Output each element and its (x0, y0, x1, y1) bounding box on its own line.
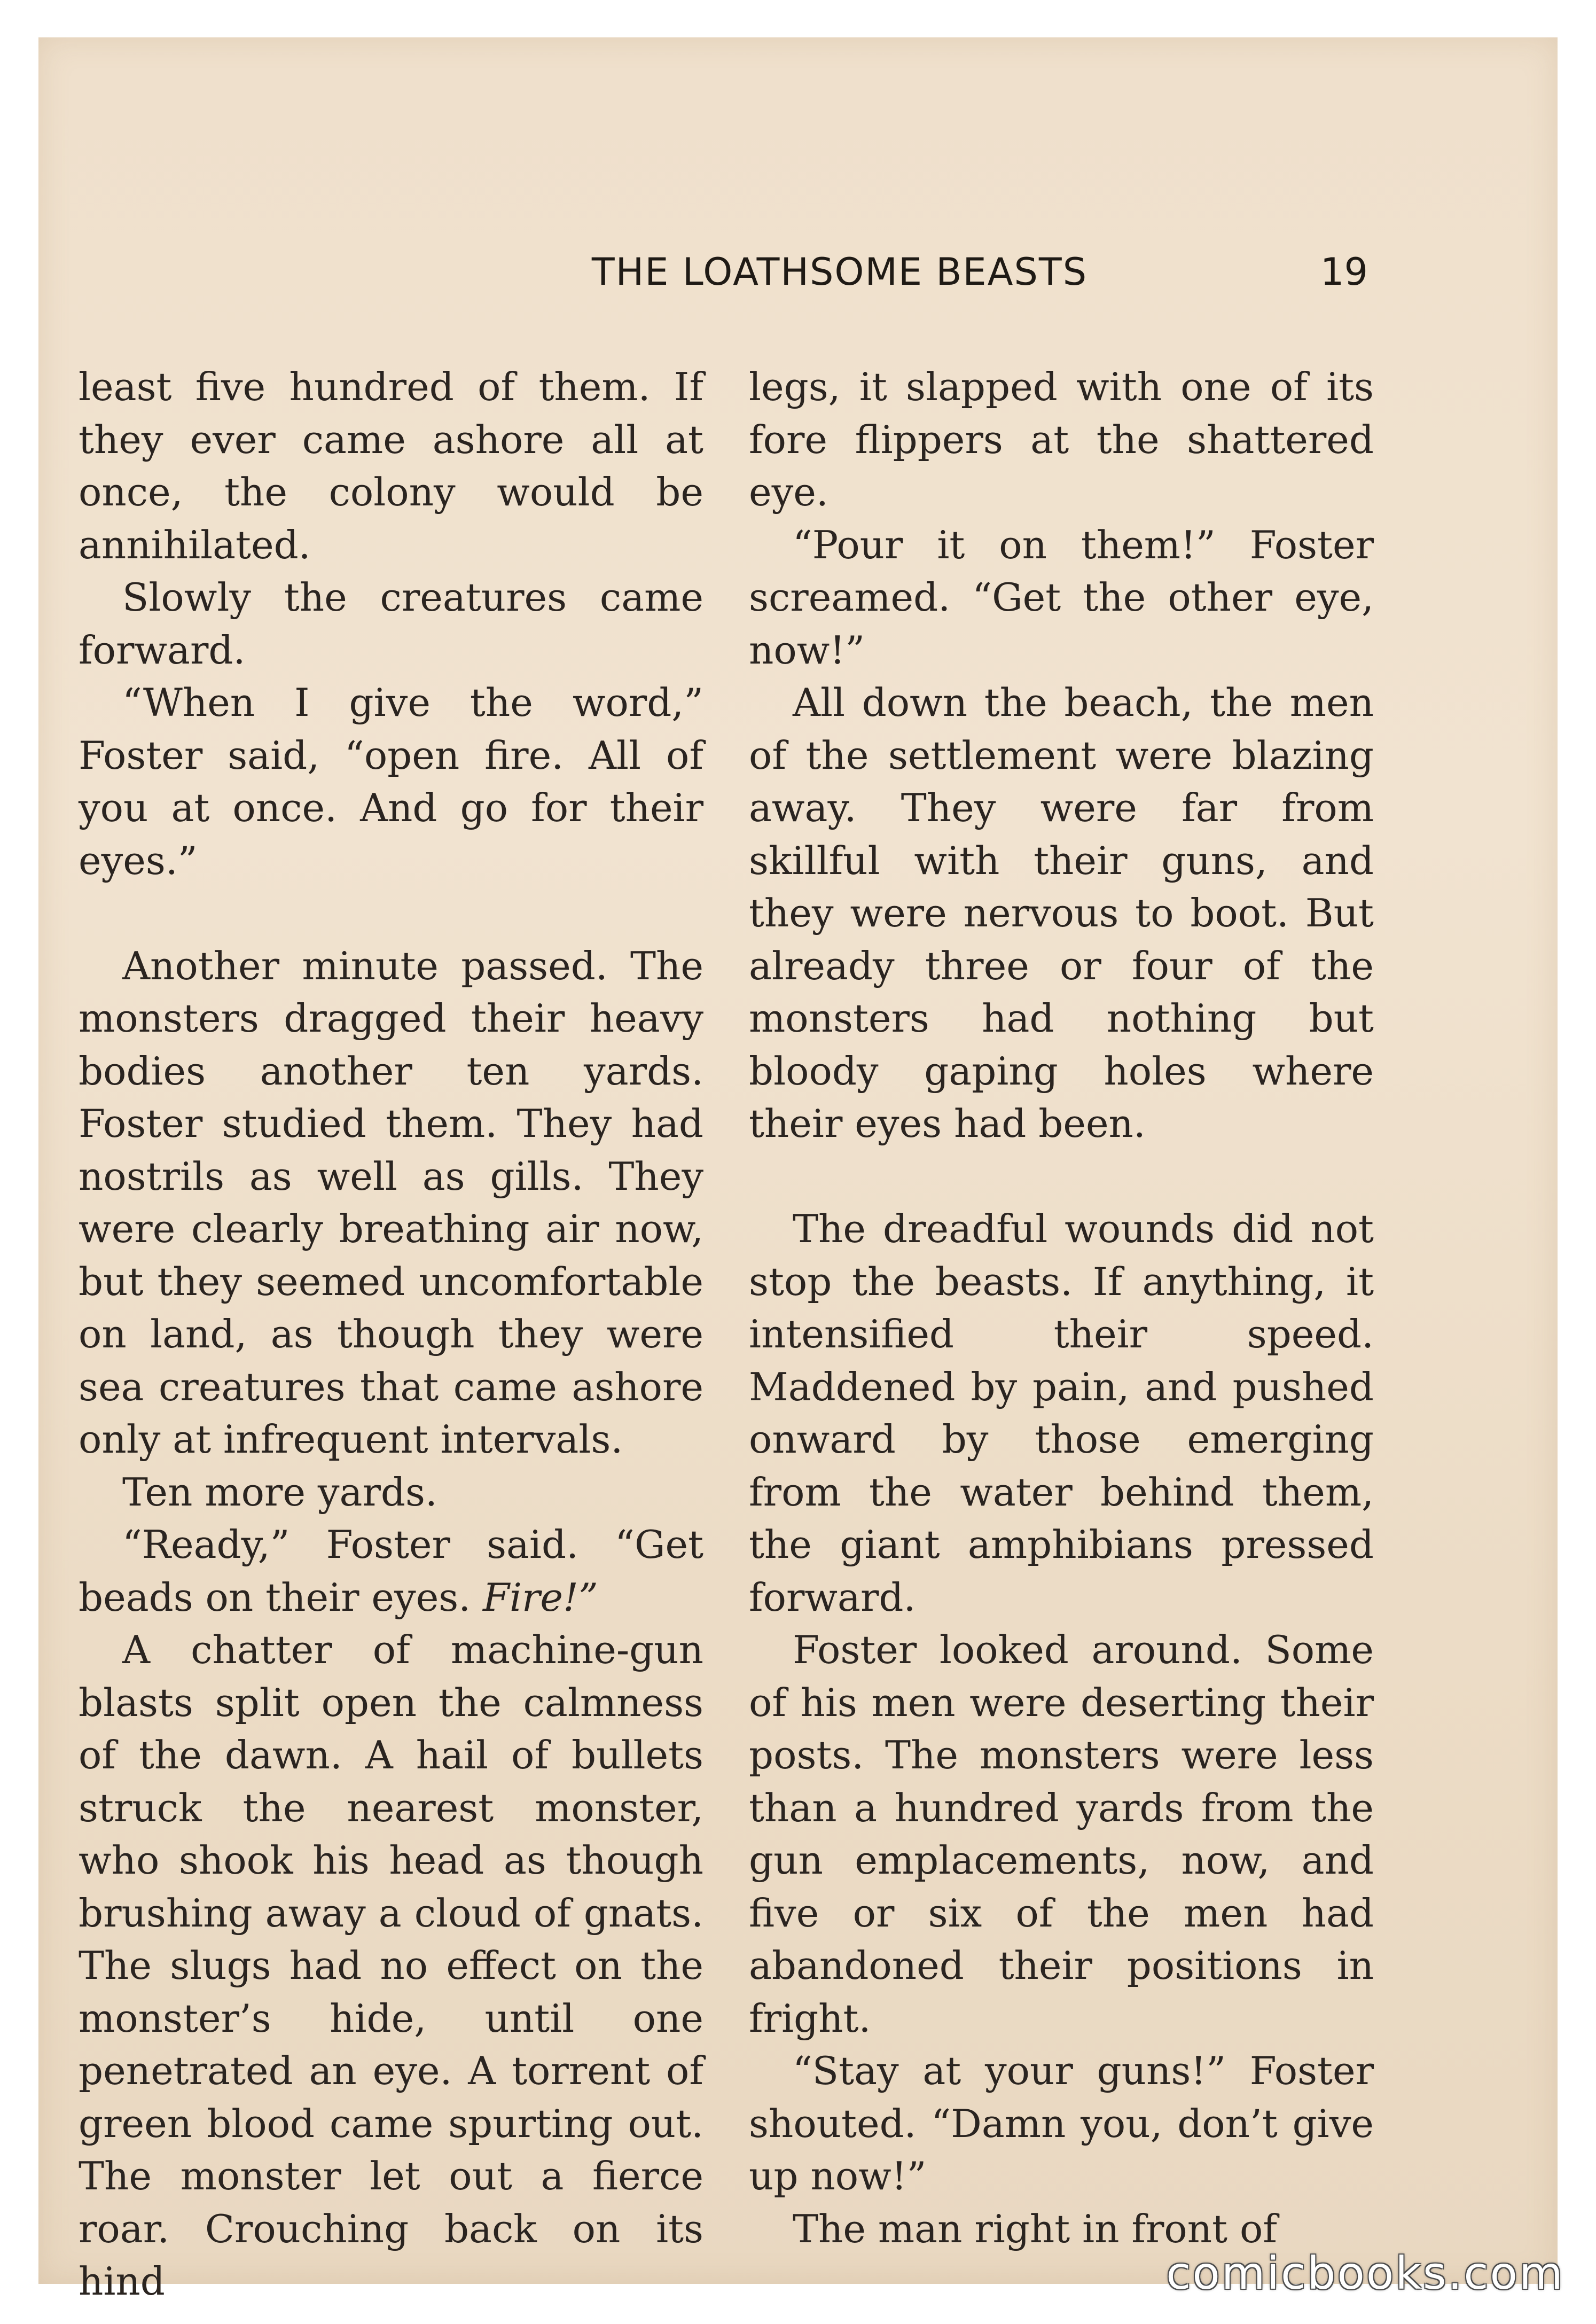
paragraph: legs, it slapped with one of its fore flippers at the shattered eye. (749, 364, 1374, 514)
paragraph: least five hundred of them. If they ever came ashore all at once, the colony would be annihilated. (79, 364, 703, 567)
paragraph: “Pour it on them!” Foster screamed. “Get the other eye, now!” (749, 522, 1374, 673)
paragraph: All down the beach, the men of the settlement were blazing away. They were far from skillful with their guns, and they were nervous to boot. But already three or four of the monsters had nothing but bloody gaping holes where their eyes had been. (749, 680, 1374, 1146)
paragraph: Foster looked around. Some of his men were deserting their posts. The monsters were less than a hundred yards from the gun emplacements, now, and five or six of the men had abandoned their positions in fright. (749, 1627, 1374, 2041)
paragraph: “When I give the word,” Foster said, “open fire. All of you at once. And go for their eyes.” (79, 680, 703, 883)
book-page (38, 37, 1558, 2304)
page-header (38, 250, 1558, 309)
left-column (79, 361, 703, 2308)
paragraph (79, 1518, 703, 1624)
running-title: THE LOATHSOME BEASTS (591, 250, 1088, 294)
watermark: comicbooks.com (1166, 2247, 1564, 2299)
paragraph: The man right in front of (793, 2206, 1277, 2251)
paragraph-text: “Ready,” Foster said. “Get beads on their eyes. (79, 1522, 703, 1620)
paragraph: “Stay at your guns!” Foster shouted. “Damn you, don’t give up now!” (749, 2048, 1374, 2198)
paragraph: Slowly the creatures came forward. (79, 575, 703, 673)
page-number: 19 (1320, 250, 1368, 294)
italic-emphasis: Fire!” (483, 1574, 598, 1620)
right-column (749, 361, 1374, 2255)
paragraph: Another minute passed. The monsters dragged their heavy bodies another ten yards. Foster studied them. They had nostrils as well as gills. They were clearly breathing air now, but they seemed uncomfortable on land, as though they were sea creatures that came ashore only at infrequent intervals. (79, 943, 703, 1462)
paragraph: Ten more yards. (122, 1469, 437, 1515)
paragraph: The dreadful wounds did not stop the beasts. If anything, it intensified their speed. Maddened by pain, and pushed onward by those emerging from the water behind them, the giant amphibians pressed forward. (749, 1206, 1374, 1620)
paragraph: A chatter of machine-gun blasts split open the calmness of the dawn. A hail of bullets struck the nearest monster, who shook his head as though brushing away a cloud of gnats. The slugs had no effect on the monster’s hide, until one penetrated an eye. A torrent of green blood came spurting out. The monster let out a fierce roar. Crouching back on its hind (79, 1627, 703, 2304)
